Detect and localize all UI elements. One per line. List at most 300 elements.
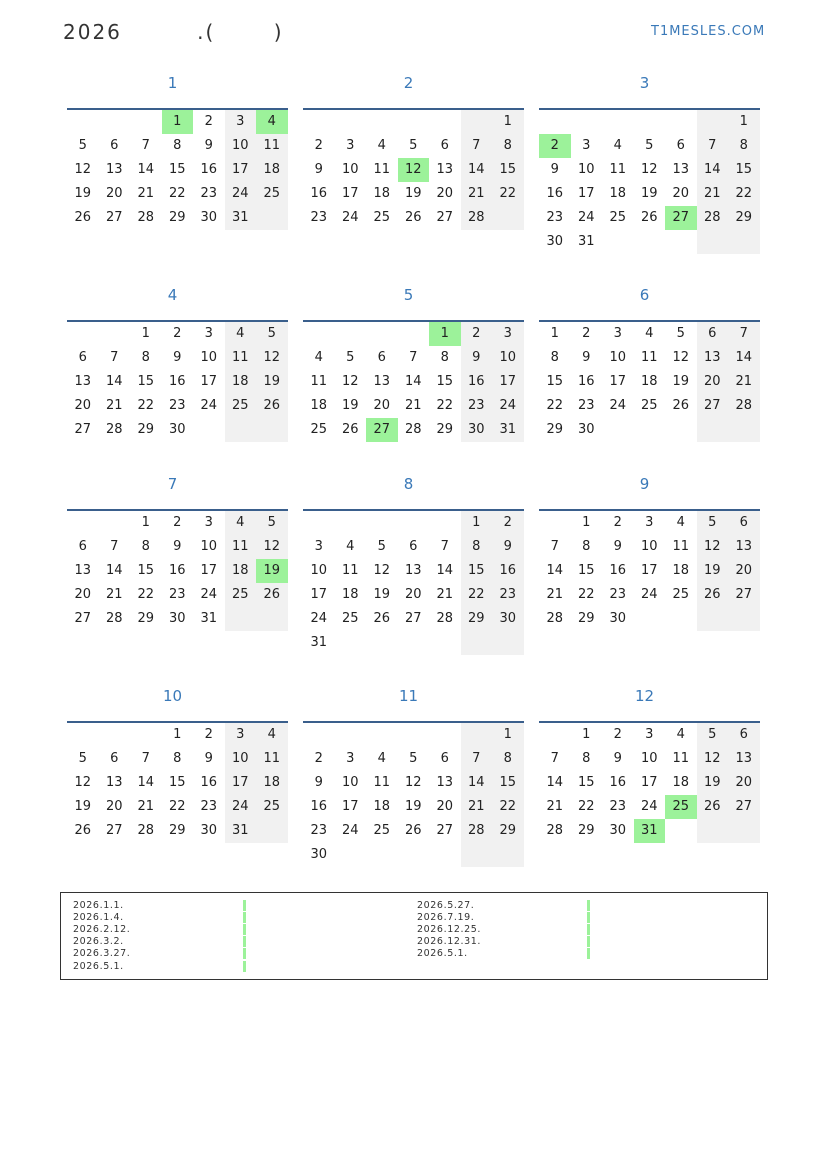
day-cell[interactable]: 12 — [697, 747, 729, 771]
day-cell[interactable]: 4 — [314, 350, 323, 365]
day-cell[interactable]: 26 — [256, 583, 288, 607]
day-cell[interactable]: 1 — [582, 727, 591, 742]
day-cell[interactable]: 7 — [110, 539, 119, 554]
day-cell[interactable]: 27 — [436, 210, 454, 225]
day-cell[interactable]: 16 — [492, 559, 524, 583]
day-cell[interactable]: 28 — [436, 611, 454, 626]
day-cell[interactable]: 14 — [728, 346, 760, 370]
day-cell[interactable]: 6 — [697, 322, 729, 346]
day-cell[interactable]: 3 — [346, 751, 355, 766]
day-cell[interactable]: 24 — [492, 394, 524, 418]
day-cell[interactable]: 29 — [436, 422, 454, 437]
day-cell[interactable]: 15 — [436, 374, 454, 389]
day-cell[interactable]: 10 — [577, 162, 595, 177]
day-cell[interactable]: 4 — [613, 138, 622, 153]
day-cell[interactable]: 21 — [105, 587, 123, 602]
day-cell[interactable]: 8 — [461, 535, 493, 559]
day-cell[interactable]: 8 — [582, 751, 591, 766]
day-cell[interactable]: 13 — [697, 346, 729, 370]
day-cell[interactable]: 23 — [492, 583, 524, 607]
day-cell[interactable]: 8 — [440, 350, 449, 365]
day-cell[interactable]: 12 — [398, 158, 430, 182]
day-cell[interactable]: 22 — [492, 795, 524, 819]
day-cell[interactable]: 13 — [105, 162, 123, 177]
day-cell[interactable]: 21 — [105, 398, 123, 413]
day-cell[interactable]: 11 — [341, 563, 359, 578]
day-cell[interactable]: 9 — [613, 751, 622, 766]
day-cell[interactable]: 18 — [672, 563, 690, 578]
day-cell[interactable]: 27 — [105, 210, 123, 225]
day-cell[interactable]: 28 — [105, 611, 123, 626]
day-cell[interactable]: 6 — [110, 138, 119, 153]
day-cell[interactable]: 23 — [310, 210, 328, 225]
day-cell[interactable]: 11 — [672, 751, 690, 766]
day-cell[interactable]: 18 — [373, 799, 391, 814]
day-cell[interactable]: 14 — [546, 563, 564, 578]
day-cell[interactable]: 6 — [728, 723, 760, 747]
day-cell[interactable]: 2 — [204, 114, 213, 129]
day-cell[interactable]: 7 — [550, 751, 559, 766]
day-cell[interactable]: 29 — [137, 422, 155, 437]
day-cell[interactable]: 9 — [492, 535, 524, 559]
day-cell[interactable]: 10 — [609, 350, 627, 365]
day-cell[interactable]: 9 — [204, 138, 213, 153]
day-cell[interactable]: 27 — [436, 823, 454, 838]
day-cell[interactable]: 4 — [225, 511, 257, 535]
day-cell[interactable]: 25 — [609, 210, 627, 225]
day-cell[interactable]: 27 — [728, 583, 760, 607]
day-cell[interactable]: 7 — [440, 539, 449, 554]
day-cell[interactable]: 29 — [168, 210, 186, 225]
day-cell[interactable]: 26 — [672, 398, 690, 413]
day-cell[interactable]: 16 — [200, 775, 218, 790]
day-cell[interactable]: 2 — [314, 751, 323, 766]
day-cell[interactable]: 30 — [546, 234, 564, 249]
day-cell[interactable]: 24 — [640, 799, 658, 814]
day-cell[interactable]: 1 — [550, 326, 559, 341]
day-cell[interactable]: 23 — [577, 398, 595, 413]
day-cell[interactable]: 29 — [728, 206, 760, 230]
day-cell[interactable]: 10 — [225, 747, 257, 771]
day-cell[interactable]: 25 — [256, 182, 288, 206]
day-cell[interactable]: 15 — [577, 563, 595, 578]
day-cell[interactable]: 10 — [341, 162, 359, 177]
day-cell[interactable]: 11 — [672, 539, 690, 554]
day-cell[interactable]: 24 — [577, 210, 595, 225]
day-cell[interactable]: 30 — [200, 210, 218, 225]
day-cell[interactable]: 30 — [200, 823, 218, 838]
day-cell[interactable]: 31 — [310, 635, 328, 650]
day-cell[interactable]: 24 — [225, 795, 257, 819]
day-cell[interactable]: 5 — [409, 751, 418, 766]
day-cell[interactable]: 8 — [492, 134, 524, 158]
day-cell[interactable]: 30 — [609, 823, 627, 838]
day-cell[interactable]: 19 — [404, 186, 422, 201]
day-cell[interactable]: 10 — [225, 134, 257, 158]
day-cell[interactable]: 7 — [141, 138, 150, 153]
day-cell[interactable]: 28 — [728, 394, 760, 418]
day-cell[interactable]: 1 — [429, 322, 461, 346]
day-cell[interactable]: 12 — [74, 775, 92, 790]
day-cell[interactable]: 12 — [697, 535, 729, 559]
day-cell[interactable]: 3 — [225, 110, 257, 134]
day-cell[interactable]: 15 — [577, 775, 595, 790]
day-cell[interactable]: 17 — [492, 370, 524, 394]
day-cell[interactable]: 6 — [377, 350, 386, 365]
day-cell[interactable]: 7 — [550, 539, 559, 554]
day-cell[interactable]: 25 — [665, 795, 697, 819]
day-cell[interactable]: 24 — [200, 398, 218, 413]
day-cell[interactable]: 26 — [404, 210, 422, 225]
day-cell[interactable]: 20 — [74, 398, 92, 413]
day-cell[interactable]: 23 — [310, 823, 328, 838]
day-cell[interactable]: 2 — [582, 326, 591, 341]
day-cell[interactable]: 15 — [168, 775, 186, 790]
day-cell[interactable]: 26 — [74, 210, 92, 225]
day-cell[interactable]: 29 — [577, 611, 595, 626]
day-cell[interactable]: 15 — [492, 771, 524, 795]
day-cell[interactable]: 14 — [105, 374, 123, 389]
day-cell[interactable]: 3 — [582, 138, 591, 153]
day-cell[interactable]: 1 — [492, 110, 524, 134]
day-cell[interactable]: 20 — [436, 799, 454, 814]
day-cell[interactable]: 2 — [314, 138, 323, 153]
day-cell[interactable]: 16 — [577, 374, 595, 389]
day-cell[interactable]: 3 — [492, 322, 524, 346]
day-cell[interactable]: 13 — [436, 775, 454, 790]
day-cell[interactable]: 14 — [436, 563, 454, 578]
day-cell[interactable]: 24 — [341, 210, 359, 225]
day-cell[interactable]: 3 — [346, 138, 355, 153]
day-cell[interactable]: 9 — [314, 162, 323, 177]
day-cell[interactable]: 12 — [404, 775, 422, 790]
day-cell[interactable]: 5 — [697, 723, 729, 747]
day-cell[interactable]: 18 — [310, 398, 328, 413]
day-cell[interactable]: 17 — [341, 186, 359, 201]
day-cell[interactable]: 20 — [728, 559, 760, 583]
day-cell[interactable]: 24 — [341, 823, 359, 838]
day-cell[interactable]: 10 — [200, 539, 218, 554]
day-cell[interactable]: 23 — [609, 587, 627, 602]
day-cell[interactable]: 17 — [200, 374, 218, 389]
day-cell[interactable]: 30 — [609, 611, 627, 626]
day-cell[interactable]: 22 — [461, 583, 493, 607]
day-cell[interactable]: 13 — [404, 563, 422, 578]
day-cell[interactable]: 7 — [110, 350, 119, 365]
day-cell[interactable]: 21 — [137, 186, 155, 201]
day-cell[interactable]: 27 — [366, 418, 398, 442]
day-cell[interactable]: 24 — [640, 587, 658, 602]
day-cell[interactable]: 26 — [74, 823, 92, 838]
day-cell[interactable]: 17 — [577, 186, 595, 201]
day-cell[interactable]: 7 — [461, 134, 493, 158]
day-cell[interactable]: 1 — [162, 110, 194, 134]
day-cell[interactable]: 5 — [676, 326, 685, 341]
day-cell[interactable]: 18 — [341, 587, 359, 602]
day-cell[interactable]: 1 — [582, 515, 591, 530]
day-cell[interactable]: 5 — [409, 138, 418, 153]
day-cell[interactable]: 15 — [168, 162, 186, 177]
day-cell[interactable]: 17 — [341, 799, 359, 814]
day-cell[interactable]: 6 — [409, 539, 418, 554]
day-cell[interactable]: 8 — [728, 134, 760, 158]
day-cell[interactable]: 16 — [310, 799, 328, 814]
site-brand[interactable]: T1MESLES.COM — [651, 24, 766, 39]
day-cell[interactable]: 18 — [373, 186, 391, 201]
day-cell[interactable]: 17 — [609, 374, 627, 389]
day-cell[interactable]: 3 — [645, 727, 654, 742]
day-cell[interactable]: 13 — [74, 374, 92, 389]
day-cell[interactable]: 6 — [78, 350, 87, 365]
day-cell[interactable]: 19 — [697, 559, 729, 583]
day-cell[interactable]: 21 — [546, 587, 564, 602]
day-cell[interactable]: 11 — [310, 374, 328, 389]
day-cell[interactable]: 13 — [105, 775, 123, 790]
day-cell[interactable]: 20 — [672, 186, 690, 201]
day-cell[interactable]: 4 — [225, 322, 257, 346]
day-cell[interactable]: 22 — [168, 186, 186, 201]
day-cell[interactable]: 5 — [697, 511, 729, 535]
day-cell[interactable]: 24 — [310, 611, 328, 626]
day-cell[interactable]: 11 — [256, 747, 288, 771]
day-cell[interactable]: 23 — [200, 186, 218, 201]
day-cell[interactable]: 14 — [404, 374, 422, 389]
day-cell[interactable]: 2 — [613, 515, 622, 530]
day-cell[interactable]: 2 — [173, 515, 182, 530]
day-cell[interactable]: 14 — [137, 775, 155, 790]
day-cell[interactable]: 31 — [225, 206, 257, 230]
day-cell[interactable]: 30 — [168, 611, 186, 626]
day-cell[interactable]: 13 — [728, 535, 760, 559]
day-cell[interactable]: 22 — [137, 587, 155, 602]
day-cell[interactable]: 20 — [105, 186, 123, 201]
day-cell[interactable]: 19 — [373, 587, 391, 602]
day-cell[interactable]: 16 — [310, 186, 328, 201]
day-cell[interactable]: 19 — [341, 398, 359, 413]
day-cell[interactable]: 31 — [492, 418, 524, 442]
day-cell[interactable]: 24 — [225, 182, 257, 206]
day-cell[interactable]: 12 — [672, 350, 690, 365]
day-cell[interactable]: 20 — [404, 587, 422, 602]
day-cell[interactable]: 4 — [377, 751, 386, 766]
day-cell[interactable]: 21 — [728, 370, 760, 394]
day-cell[interactable]: 30 — [461, 418, 493, 442]
day-cell[interactable]: 14 — [105, 563, 123, 578]
day-cell[interactable]: 21 — [436, 587, 454, 602]
day-cell[interactable]: 17 — [640, 775, 658, 790]
day-cell[interactable]: 5 — [256, 322, 288, 346]
day-cell[interactable]: 1 — [173, 727, 182, 742]
day-cell[interactable]: 23 — [168, 398, 186, 413]
day-cell[interactable]: 12 — [74, 162, 92, 177]
day-cell[interactable]: 5 — [346, 350, 355, 365]
day-cell[interactable]: 19 — [672, 374, 690, 389]
day-cell[interactable]: 16 — [461, 370, 493, 394]
day-cell[interactable]: 17 — [310, 587, 328, 602]
day-cell[interactable]: 23 — [200, 799, 218, 814]
day-cell[interactable]: 3 — [645, 515, 654, 530]
day-cell[interactable]: 27 — [74, 422, 92, 437]
day-cell[interactable]: 5 — [256, 511, 288, 535]
day-cell[interactable]: 8 — [141, 350, 150, 365]
day-cell[interactable]: 15 — [137, 563, 155, 578]
day-cell[interactable]: 28 — [697, 206, 729, 230]
day-cell[interactable]: 16 — [546, 186, 564, 201]
day-cell[interactable]: 9 — [613, 539, 622, 554]
day-cell[interactable]: 11 — [609, 162, 627, 177]
day-cell[interactable]: 25 — [225, 583, 257, 607]
day-cell[interactable]: 22 — [546, 398, 564, 413]
day-cell[interactable]: 9 — [173, 539, 182, 554]
day-cell[interactable]: 23 — [546, 210, 564, 225]
day-cell[interactable]: 30 — [310, 847, 328, 862]
day-cell[interactable]: 13 — [74, 563, 92, 578]
day-cell[interactable]: 16 — [168, 563, 186, 578]
day-cell[interactable]: 25 — [373, 210, 391, 225]
day-cell[interactable]: 7 — [461, 747, 493, 771]
day-cell[interactable]: 22 — [577, 587, 595, 602]
day-cell[interactable]: 25 — [672, 587, 690, 602]
day-cell[interactable]: 9 — [550, 162, 559, 177]
day-cell[interactable]: 23 — [609, 799, 627, 814]
day-cell[interactable]: 9 — [582, 350, 591, 365]
day-cell[interactable]: 29 — [137, 611, 155, 626]
day-cell[interactable]: 9 — [173, 350, 182, 365]
day-cell[interactable]: 29 — [168, 823, 186, 838]
day-cell[interactable]: 11 — [256, 134, 288, 158]
day-cell[interactable]: 2 — [539, 134, 571, 158]
day-cell[interactable]: 1 — [461, 511, 493, 535]
day-cell[interactable]: 14 — [137, 162, 155, 177]
day-cell[interactable]: 22 — [492, 182, 524, 206]
day-cell[interactable]: 10 — [640, 539, 658, 554]
day-cell[interactable]: 3 — [204, 326, 213, 341]
day-cell[interactable]: 20 — [105, 799, 123, 814]
day-cell[interactable]: 6 — [440, 138, 449, 153]
day-cell[interactable]: 28 — [105, 422, 123, 437]
day-cell[interactable]: 22 — [436, 398, 454, 413]
day-cell[interactable]: 1 — [141, 326, 150, 341]
day-cell[interactable]: 28 — [137, 823, 155, 838]
day-cell[interactable]: 3 — [204, 515, 213, 530]
day-cell[interactable]: 11 — [373, 162, 391, 177]
day-cell[interactable]: 21 — [404, 398, 422, 413]
day-cell[interactable]: 11 — [640, 350, 658, 365]
day-cell[interactable]: 30 — [577, 422, 595, 437]
day-cell[interactable]: 20 — [373, 398, 391, 413]
day-cell[interactable]: 15 — [546, 374, 564, 389]
day-cell[interactable]: 2 — [461, 322, 493, 346]
day-cell[interactable]: 3 — [314, 539, 323, 554]
day-cell[interactable]: 16 — [200, 162, 218, 177]
day-cell[interactable]: 9 — [314, 775, 323, 790]
day-cell[interactable]: 8 — [173, 138, 182, 153]
day-cell[interactable]: 17 — [640, 563, 658, 578]
day-cell[interactable]: 10 — [492, 346, 524, 370]
day-cell[interactable]: 8 — [550, 350, 559, 365]
day-cell[interactable]: 22 — [168, 799, 186, 814]
day-cell[interactable]: 15 — [728, 158, 760, 182]
day-cell[interactable]: 29 — [546, 422, 564, 437]
day-cell[interactable]: 13 — [672, 162, 690, 177]
day-cell[interactable]: 30 — [492, 607, 524, 631]
day-cell[interactable]: 26 — [256, 394, 288, 418]
day-cell[interactable]: 10 — [310, 563, 328, 578]
day-cell[interactable]: 11 — [225, 535, 257, 559]
day-cell[interactable]: 3 — [225, 723, 257, 747]
day-cell[interactable]: 1 — [141, 515, 150, 530]
day-cell[interactable]: 10 — [341, 775, 359, 790]
day-cell[interactable]: 27 — [105, 823, 123, 838]
day-cell[interactable]: 23 — [168, 587, 186, 602]
day-cell[interactable]: 28 — [546, 611, 564, 626]
day-cell[interactable]: 14 — [461, 771, 493, 795]
day-cell[interactable]: 1 — [728, 110, 760, 134]
day-cell[interactable]: 17 — [225, 771, 257, 795]
day-cell[interactable]: 9 — [461, 346, 493, 370]
day-cell[interactable]: 19 — [74, 186, 92, 201]
day-cell[interactable]: 18 — [225, 370, 257, 394]
day-cell[interactable]: 25 — [225, 394, 257, 418]
day-cell[interactable]: 19 — [640, 186, 658, 201]
day-cell[interactable]: 26 — [640, 210, 658, 225]
day-cell[interactable]: 8 — [582, 539, 591, 554]
day-cell[interactable]: 10 — [200, 350, 218, 365]
day-cell[interactable]: 22 — [577, 799, 595, 814]
day-cell[interactable]: 17 — [225, 158, 257, 182]
day-cell[interactable]: 19 — [256, 559, 288, 583]
day-cell[interactable]: 3 — [613, 326, 622, 341]
day-cell[interactable]: 19 — [256, 370, 288, 394]
day-cell[interactable]: 18 — [256, 158, 288, 182]
day-cell[interactable]: 13 — [728, 747, 760, 771]
day-cell[interactable]: 24 — [200, 587, 218, 602]
day-cell[interactable]: 16 — [168, 374, 186, 389]
day-cell[interactable]: 11 — [373, 775, 391, 790]
day-cell[interactable]: 26 — [697, 795, 729, 819]
day-cell[interactable]: 21 — [546, 799, 564, 814]
day-cell[interactable]: 12 — [640, 162, 658, 177]
day-cell[interactable]: 2 — [173, 326, 182, 341]
day-cell[interactable]: 20 — [436, 186, 454, 201]
day-cell[interactable]: 28 — [461, 819, 493, 843]
day-cell[interactable]: 13 — [436, 162, 454, 177]
day-cell[interactable]: 7 — [728, 322, 760, 346]
day-cell[interactable]: 12 — [373, 563, 391, 578]
day-cell[interactable]: 27 — [665, 206, 697, 230]
day-cell[interactable]: 21 — [461, 795, 493, 819]
day-cell[interactable]: 19 — [404, 799, 422, 814]
day-cell[interactable]: 26 — [697, 583, 729, 607]
day-cell[interactable]: 18 — [225, 559, 257, 583]
day-cell[interactable]: 14 — [697, 158, 729, 182]
day-cell[interactable]: 20 — [697, 370, 729, 394]
day-cell[interactable]: 9 — [204, 751, 213, 766]
day-cell[interactable]: 5 — [78, 138, 87, 153]
day-cell[interactable]: 4 — [645, 326, 654, 341]
day-cell[interactable]: 8 — [492, 747, 524, 771]
day-cell[interactable]: 6 — [676, 138, 685, 153]
day-cell[interactable]: 21 — [697, 182, 729, 206]
day-cell[interactable]: 31 — [200, 611, 218, 626]
day-cell[interactable]: 20 — [728, 771, 760, 795]
day-cell[interactable]: 6 — [78, 539, 87, 554]
day-cell[interactable]: 4 — [256, 110, 288, 134]
day-cell[interactable]: 29 — [492, 819, 524, 843]
day-cell[interactable]: 18 — [609, 186, 627, 201]
day-cell[interactable]: 25 — [640, 398, 658, 413]
day-cell[interactable]: 25 — [310, 422, 328, 437]
